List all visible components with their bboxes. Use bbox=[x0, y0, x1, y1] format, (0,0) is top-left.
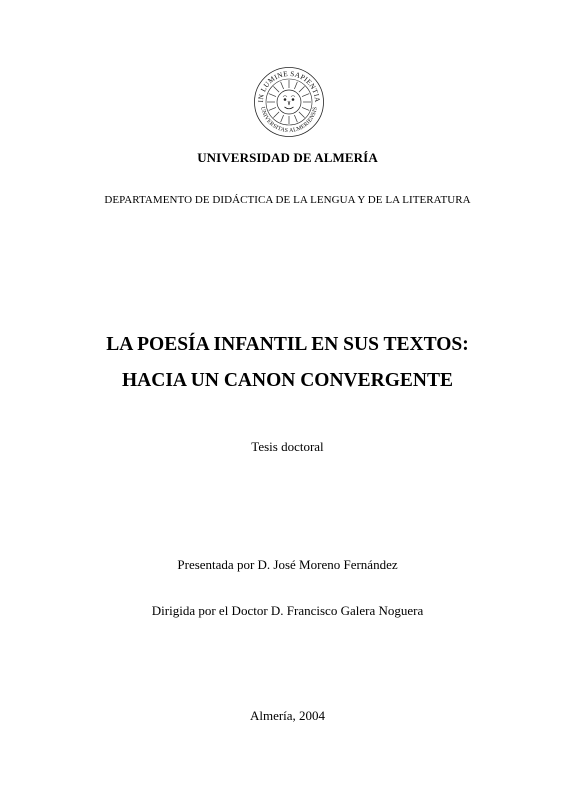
university-seal-logo bbox=[253, 66, 325, 138]
presented-by: Presentada por D. José Moreno Fernández bbox=[177, 557, 398, 572]
svg-text:IN LUMINE SAPIENTIA: IN LUMINE SAPIENTIA bbox=[256, 69, 322, 103]
document-type: Tesis doctoral bbox=[251, 439, 324, 454]
thesis-title-line-2: HACIA UN CANON CONVERGENTE bbox=[122, 370, 453, 391]
svg-text:UNIVERSITAS ALMERIENSIS: UNIVERSITAS ALMERIENSIS bbox=[259, 106, 319, 135]
place-and-date: Almería, 2004 bbox=[249, 708, 326, 723]
department-name: DEPARTAMENTO DE DIDÁCTICA DE LA LENGUA Y DE LA LITERATURA bbox=[104, 194, 471, 206]
university-name: UNIVERSIDAD DE ALMERÍA bbox=[197, 150, 378, 165]
directed-by: Dirigida por el Doctor D. Francisco Galera Noguera bbox=[151, 603, 424, 618]
thesis-title-line-1: LA POESÍA INFANTIL EN SUS TEXTOS: bbox=[106, 334, 469, 355]
